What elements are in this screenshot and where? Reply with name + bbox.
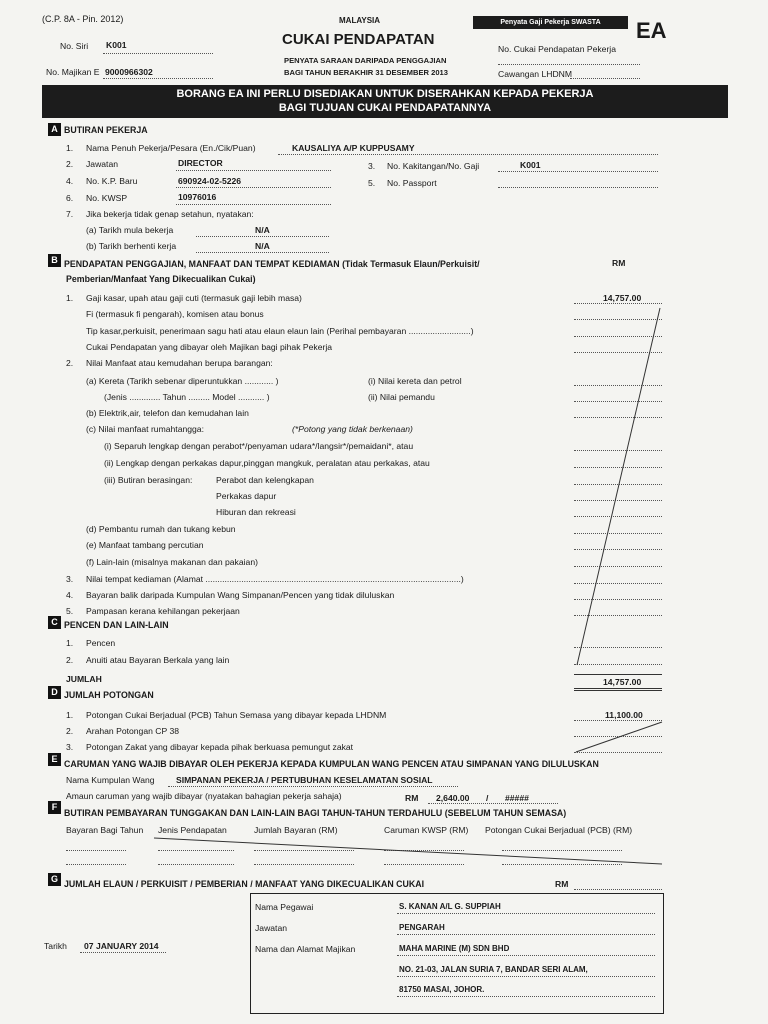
e-amaun-value-2[interactable]: ##### <box>505 793 529 803</box>
f-col-pcb: Potongan Cukai Berjadual (PCB) (RM) <box>485 825 633 835</box>
nama-pegawai-value[interactable]: S. KANAN A/L G. SUPPIAH <box>399 902 501 911</box>
b3-label: Nilai tempat kediaman (Alamat ...........................................................................................................) <box>86 574 464 584</box>
passport-label: No. Passport <box>387 178 437 188</box>
no-siri-line <box>103 53 213 54</box>
kakitangan-value[interactable]: K001 <box>520 160 541 170</box>
jawatan-pegawai-label: Jawatan <box>255 923 288 933</box>
tidak-genap-label: Jika bekerja tidak genap setahun, nyatakan: <box>86 209 254 219</box>
section-b-rm: RM <box>612 258 626 268</box>
banner-line-2: BAGI TUJUAN CUKAI PENDAPATANNYA <box>278 102 492 114</box>
b2a-label: (a) Kereta (Tarikh sebenar diperuntukkan ............ ) <box>86 376 279 386</box>
section-b-title-2: Pemberian/Manfaat Yang Dikecualikan Cukai) <box>66 274 256 284</box>
e-nama-label: Nama Kumpulan Wang <box>66 775 155 785</box>
b1d-label: Cukai Pendapatan yang dibayar oleh Majikan bagi pihak Pekerja <box>86 342 333 352</box>
b5-label: Pampasan kerana kehilangan pekerjaan <box>86 606 240 616</box>
section-e-title: CARUMAN YANG WAJIB DIBAYAR OLEH PEKERJA KEPADA KUMPULAN WANG PENCEN ATAU SIMPANAN YANG DILULUSKAN <box>64 759 599 769</box>
kwsp-label: No. KWSP <box>86 193 128 203</box>
page-title: CUKAI PENDAPATAN <box>282 31 435 48</box>
kp-value[interactable]: 690924-02-5226 <box>178 176 242 186</box>
c2-label: Anuiti atau Bayaran Berkala yang lain <box>86 655 230 665</box>
jumlah-value[interactable]: 14,757.00 <box>603 677 642 687</box>
b2ciii-label: (iii) Butiran berasingan: <box>104 475 193 485</box>
cawangan-label: Cawangan LHDNM <box>498 69 573 79</box>
no-siri-value[interactable]: K001 <box>106 40 127 50</box>
form-type-badge: Penyata Gaji Pekerja SWASTA <box>473 16 628 29</box>
e-nama-value[interactable]: SIMPANAN PEKERJA / PERTUBUHAN KESELAMATAN SOSIAL <box>176 775 433 785</box>
kwsp-line <box>176 204 331 205</box>
form-name: EA <box>636 18 667 43</box>
jawatan-label: Jawatan <box>86 159 119 169</box>
jawatan-pegawai-line <box>397 934 655 935</box>
cawangan-line[interactable] <box>570 78 640 79</box>
e-nama-line <box>168 786 458 787</box>
e-amaun-line <box>428 803 558 804</box>
b2ciii-2-label: Perkakas dapur <box>216 491 277 501</box>
b2ai-label: (i) Nilai kereta dan petrol <box>368 376 462 386</box>
berhenti-line <box>196 252 329 253</box>
b2a2-label: (Jenis ............. Tahun ......... Model ........... ) <box>104 392 270 402</box>
b2e-label: (e) Manfaat tambang percutian <box>86 540 204 550</box>
strike-line-f <box>150 834 670 868</box>
section-d-title: JUMLAH POTONGAN <box>64 690 154 700</box>
b2ciii-1-label: Perabot dan kelengkapan <box>216 475 314 485</box>
majikan-name-value[interactable]: MAHA MARINE (M) SDN BHD <box>399 944 510 953</box>
section-f-title: BUTIRAN PEMBAYARAN TUNGGAKAN DAN LAIN-LAIN BAGI TAHUN-TAHUN TERDAHULU (SEBELUM TAHUN SEMASA) <box>64 808 567 818</box>
mula-line <box>196 236 329 237</box>
instruction-banner <box>42 85 728 118</box>
tarikh-value[interactable]: 07 JANUARY 2014 <box>84 941 159 951</box>
b1-value[interactable]: 14,757.00 <box>603 293 642 303</box>
b2f-label: (f) Lain-lain (misalnya makanan dan pakaian) <box>86 557 258 567</box>
nama-line <box>278 154 658 155</box>
b2ciii-3-label: Hiburan dan rekreasi <box>216 507 296 517</box>
no-majikan-value[interactable]: 9000966302 <box>105 67 153 77</box>
d1-label: Potongan Cukai Berjadual (PCB) Tahun Semasa yang dibayar kepada LHDNM <box>86 710 387 720</box>
b1-label: Gaji kasar, upah atau gaji cuti (termasuk gaji lebih masa) <box>86 293 302 303</box>
b2c-label: (c) Nilai manfaat rumahtangga: <box>86 424 204 434</box>
d3-label: Potongan Zakat yang dibayar kepada pihak berkuasa pemungut zakat <box>86 742 354 752</box>
page-subtitle-1: PENYATA SARAAN DARIPADA PENGGAJIAN <box>284 56 447 65</box>
no-siri-label: No. Siri <box>60 41 89 51</box>
berhenti-label: (b) Tarikh berhenti kerja <box>86 241 177 251</box>
section-e-badge: E <box>48 753 61 766</box>
page-subtitle-2: BAGI TAHUN BERAKHIR 31 DESEMBER 2013 <box>284 68 448 77</box>
c1-label: Pencen <box>86 638 116 648</box>
d2-label: Arahan Potongan CP 38 <box>86 726 180 736</box>
berhenti-value[interactable]: N/A <box>255 241 270 251</box>
form-code: (C.P. 8A - Pin. 2012) <box>42 14 124 24</box>
no-majikan-line <box>103 78 213 79</box>
tarikh-label: Tarikh <box>44 941 67 951</box>
section-a-title: BUTIRAN PEKERJA <box>64 125 148 135</box>
no-majikan-label: No. Majikan E <box>46 67 100 77</box>
b2aii-label: (ii) Nilai pemandu <box>368 392 435 402</box>
jawatan-line <box>176 170 331 171</box>
section-d-badge: D <box>48 686 61 699</box>
section-g-rm: RM <box>555 879 569 889</box>
majikan-line-3 <box>397 996 655 997</box>
nama-pegawai-line <box>397 913 655 914</box>
d1-value[interactable]: 11,100.00 <box>605 710 643 720</box>
e-rm-label: RM <box>405 793 419 803</box>
f-col-jumlah: Jumlah Bayaran (RM) <box>254 825 338 835</box>
b2-label: Nilai Manfaat atau kemudahan berupa barangan: <box>86 358 273 368</box>
f-col-kwsp: Caruman KWSP (RM) <box>384 825 469 835</box>
mula-label: (a) Tarikh mula bekerja <box>86 225 174 235</box>
no-cukai-label: No. Cukai Pendapatan Pekerja <box>498 44 617 54</box>
b1c-label: Tip kasar,perkuisit, penerimaan sagu hati atau elaun elaun lain (Perihal pembayaran ..........................) <box>86 326 474 336</box>
section-c-title: PENCEN DAN LAIN-LAIN <box>64 620 169 630</box>
section-a-badge: A <box>48 123 61 136</box>
section-b-badge: B <box>48 254 61 267</box>
f-col-jenis: Jenis Pendapatan <box>158 825 227 835</box>
f-row2-tahun[interactable] <box>66 864 126 865</box>
jawatan-pegawai-value[interactable]: PENGARAH <box>399 923 445 932</box>
strike-line-b <box>560 300 670 670</box>
kakitangan-label: No. Kakitangan/No. Gaji <box>387 161 480 171</box>
tarikh-line <box>80 952 166 953</box>
section-f-badge: F <box>48 801 61 814</box>
b2b-label: (b) Elektrik,air, telefon dan kemudahan lain <box>86 408 249 418</box>
section-g-badge: G <box>48 873 61 886</box>
b1b-label: Fi (termasuk fi pengarah), komisen atau bonus <box>86 309 264 319</box>
majikan-line-1 <box>397 955 655 956</box>
b2d-label: (d) Pembantu rumah dan tukang kebun <box>86 524 236 534</box>
kakitangan-line <box>498 171 658 172</box>
passport-line[interactable] <box>498 187 658 188</box>
nama-pegawai-label: Nama Pegawai <box>255 902 314 912</box>
jumlah-top-line <box>574 674 662 675</box>
f-row1-tahun[interactable] <box>66 850 126 851</box>
e-slash: / <box>486 793 489 803</box>
kp-line <box>176 187 331 188</box>
jumlah-label: JUMLAH <box>66 674 102 684</box>
section-c-badge: C <box>48 616 61 629</box>
kwsp-value[interactable]: 10976016 <box>178 192 217 202</box>
mula-value[interactable]: N/A <box>255 225 270 235</box>
section-g-title: JUMLAH ELAUN / PERKUISIT / PEMBERIAN / MANFAAT YANG DIKECUALIKAN CUKAI <box>64 879 425 889</box>
jawatan-value[interactable]: DIRECTOR <box>178 158 223 168</box>
jumlah-double-line <box>574 688 662 691</box>
b4-label: Bayaran balik daripada Kumpulan Wang Simpanan/Pencen yang tidak diluluskan <box>86 590 395 600</box>
employer-signature-box <box>250 893 664 1014</box>
e-amaun-value[interactable]: 2,640.00 <box>436 793 470 803</box>
kp-label: No. K.P. Baru <box>86 176 138 186</box>
strike-line-d <box>570 718 670 758</box>
f-col-tahun: Bayaran Bagi Tahun <box>66 825 144 835</box>
nama-value[interactable]: KAUSALIYA A/P KUPPUSAMY <box>292 143 415 153</box>
b2ci-label: (i) Separuh lengkap dengan perabot*/penyaman udara*/langsir*/pemaidani*, atau <box>104 441 414 451</box>
b2c-note: (*Potong yang tidak berkenaan) <box>292 424 413 434</box>
majikan-label: Nama dan Alamat Majikan <box>255 944 356 954</box>
section-b-title-1: PENDAPATAN PENGGAJIAN, MANFAAT DAN TEMPAT KEDIAMAN (Tidak Termasuk Elaun/Perkuisit/ <box>64 259 480 269</box>
majikan-line-2 <box>397 976 655 977</box>
no-cukai-line[interactable] <box>498 64 640 65</box>
banner-line-1: BORANG EA INI PERLU DISEDIAKAN UNTUK DISERAHKAN KEPADA PEKERJA <box>176 88 594 100</box>
b2cii-label: (ii) Lengkap dengan perkakas dapur,pinggan mangkuk, peralatan atau perkakas, atau <box>104 458 430 468</box>
e-amaun-label: Amaun caruman yang wajib dibayar (nyatakan bahagian pekerja sahaja) <box>66 791 342 801</box>
nama-label: Nama Penuh Pekerja/Pesara (En./Cik/Puan) <box>86 143 256 153</box>
majikan-address-1[interactable]: NO. 21-03, JALAN SURIA 7, BANDAR SERI ALAM, <box>399 965 588 974</box>
country-label: MALAYSIA <box>339 16 381 25</box>
majikan-address-2[interactable]: 81750 MASAI, JOHOR. <box>399 985 485 994</box>
section-g-line[interactable] <box>574 889 662 890</box>
